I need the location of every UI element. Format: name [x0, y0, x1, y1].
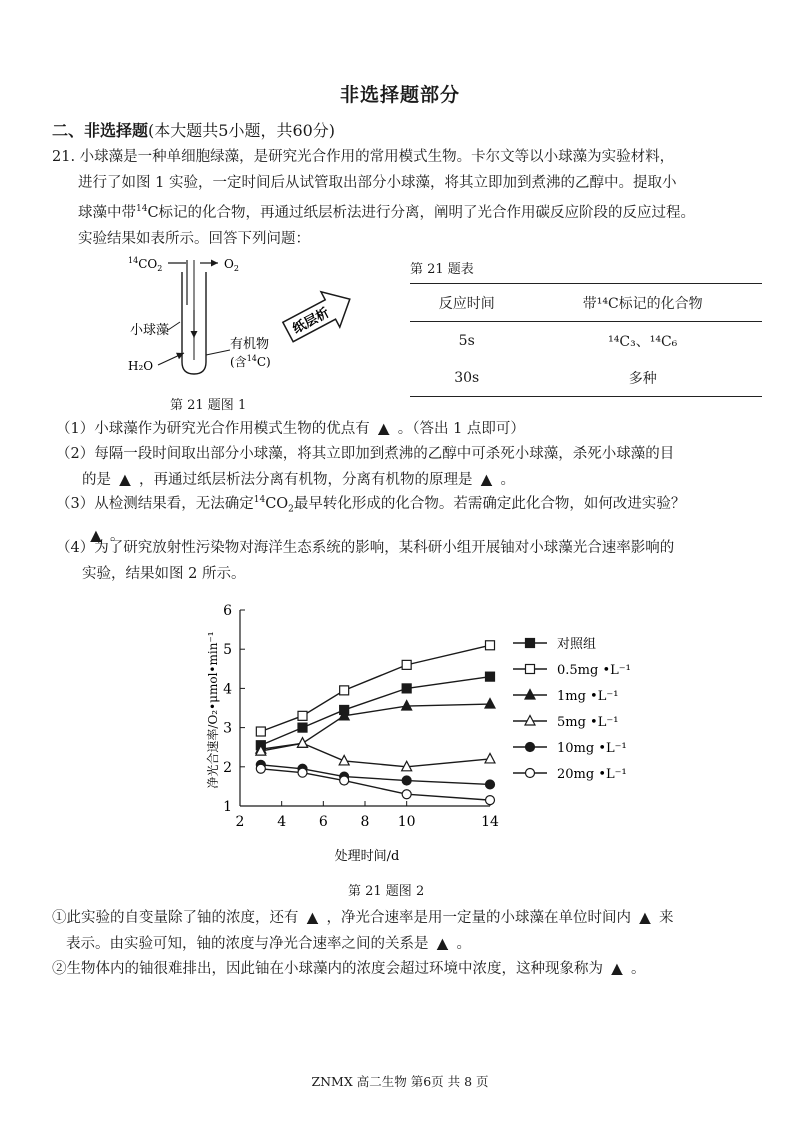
q3-co: CO	[265, 495, 289, 512]
algae-pointer	[168, 322, 180, 330]
result-table	[410, 258, 762, 397]
table-row	[410, 359, 762, 397]
table-header: 带¹⁴C标记的化合物	[582, 295, 703, 312]
q4-text-b: 实验，结果如图 2 所示。	[82, 566, 246, 582]
q3-text: （3）从检测结果看，无法确定	[56, 495, 254, 512]
question-21-intro	[52, 144, 762, 252]
x-axis-label: 处理时间/d	[334, 849, 400, 864]
q21-intro-line3	[52, 196, 762, 226]
q21-intro-line1: 小球藻是一种单细胞绿藻，是研究光合作用的常用模式生物。卡尔文等以小球藻为实验材料，	[79, 149, 675, 165]
data-point	[298, 738, 308, 748]
data-point	[340, 686, 349, 695]
x-tick-label: 14	[481, 814, 499, 830]
o2-label: $O_2$	[224, 257, 239, 273]
q21-intro-line3-b: C标记的化合物，再通过纸层析法进行分离，阐明了光合作用碳反应阶段的反应过程。	[147, 204, 696, 221]
q2-text-b: 的是	[82, 472, 111, 488]
data-point	[256, 764, 265, 773]
q3-sub: 2	[288, 504, 294, 515]
data-point	[525, 690, 535, 700]
data-point	[486, 796, 495, 805]
data-point	[402, 790, 411, 799]
question-1	[56, 416, 766, 442]
y-axis-label: 净光合速率/O₂•μmol•min⁻¹	[206, 631, 220, 789]
answer-blank[interactable]: ▲	[611, 960, 623, 977]
data-point	[486, 672, 495, 681]
table-row	[410, 322, 762, 360]
data-point	[526, 665, 535, 674]
answer-blank[interactable]: ▲	[306, 909, 319, 926]
q2-text-c: ，再通过纸层析法分离有机物，分离有机物的原理是	[139, 472, 473, 488]
q3-text-d: 。	[110, 527, 125, 544]
data-point	[402, 660, 411, 669]
y-tick-label: 6	[223, 603, 232, 619]
figure-1-diagram	[120, 250, 370, 395]
section-heading	[52, 118, 335, 141]
table-cell: 5s	[458, 332, 475, 349]
s1-text-d: 表示。由实验可知，铀的浓度与净光合速率之间的关系是	[66, 936, 429, 952]
data-point	[486, 641, 495, 650]
organic-pointer	[206, 350, 230, 355]
table-header-row	[410, 284, 762, 322]
page-footer: ZNMX 高二生物 第6页 共 8 页	[311, 1074, 489, 1089]
organic-sublabel: (含$^{14}$C)	[230, 354, 271, 369]
series-line	[261, 743, 490, 767]
legend-label: 20mg •L⁻¹	[557, 767, 627, 782]
q3-text-c: 最早转化形成的化合物。若需确定此化合物，如何改进实验？	[293, 495, 686, 512]
figure-1-caption: 第 21 题图 1	[170, 398, 247, 413]
x-tick-label: 4	[277, 814, 287, 830]
q3-sup: 14	[253, 495, 266, 505]
answer-blank[interactable]: ▲	[480, 471, 493, 488]
x-tick-label: 8	[360, 814, 370, 830]
chart-legend	[513, 636, 631, 782]
legend-label: 0.5mg •L⁻¹	[557, 663, 631, 678]
data-point	[402, 684, 411, 693]
h2o-label: H₂O	[128, 359, 154, 373]
chart-axes	[223, 603, 499, 830]
x-tick-label: 6	[318, 814, 328, 830]
table-cell: ¹⁴C₃、¹⁴C₆	[608, 333, 678, 350]
series-line	[261, 704, 490, 749]
data-point	[256, 727, 265, 736]
s1-text-c: 来	[659, 910, 674, 926]
data-point	[298, 768, 307, 777]
data-point	[485, 753, 495, 763]
y-tick-label: 5	[223, 642, 232, 659]
data-point	[298, 711, 307, 720]
question-4	[56, 535, 766, 587]
chromatography-arrow	[279, 281, 360, 349]
s1-text-e: 。	[456, 936, 471, 952]
q4-text: （4）为了研究放射性污染物对海洋生态系统的影响，某科研小组开展铀对小球藻光合速率影响的	[56, 540, 675, 556]
legend-label: 对照组	[557, 637, 597, 652]
q21-intro-line4: 实验结果如表所示。回答下列问题：	[78, 230, 310, 247]
data-point	[402, 776, 411, 785]
q21-number: 21.	[52, 149, 76, 165]
data-point	[525, 716, 535, 726]
answer-blank[interactable]: ▲	[90, 526, 102, 544]
q1-text-end: 。（答出 1 点即可）	[397, 421, 525, 437]
y-tick-label: 4	[223, 681, 232, 698]
q2-text-d: 。	[500, 472, 515, 488]
answer-blank[interactable]: ▲	[119, 471, 131, 488]
x-tick-label: 2	[235, 814, 245, 830]
table-header: 反应时间	[438, 295, 495, 312]
data-point	[485, 699, 495, 709]
q21-intro-line2: 进行了如图 1 实验，一定时间后从试管取出部分小球藻，将其立即加到煮沸的乙醇中。提取小	[78, 175, 677, 191]
answer-blank[interactable]: ▲	[639, 909, 651, 926]
q2-text: （2）每隔一段时间取出部分小球藻，将其立即加到煮沸的乙醇中可杀死小球藻，杀死小球藻的目	[56, 446, 675, 462]
s1-text-b: ，净光合速率是用一定量的小球藻在单位时间内	[326, 910, 631, 926]
q21-intro-line3-a: 球藻中带	[78, 204, 136, 221]
table-cell: 多种	[628, 370, 657, 387]
co2-label: $^{14}CO_2$	[128, 256, 163, 273]
data-point	[340, 776, 349, 785]
figure-2-caption: 第 21 题图 2	[348, 884, 425, 899]
y-tick-label: 1	[223, 799, 232, 815]
sub-question-1	[52, 905, 762, 957]
chromatography-arrow-label: 纸层析	[290, 305, 332, 338]
series-line	[261, 645, 490, 731]
legend-label: 10mg •L⁻¹	[557, 741, 627, 756]
y-tick-label: 3	[223, 720, 232, 737]
data-point	[526, 639, 535, 648]
table-caption: 第 21 题表	[410, 262, 474, 277]
h2o-arrow	[158, 353, 184, 365]
data-point	[526, 743, 535, 752]
data-point	[486, 780, 495, 789]
data-point	[298, 723, 307, 732]
section-title: 二、非选择题	[52, 121, 149, 140]
legend-label: 1mg •L⁻¹	[557, 689, 619, 704]
y-tick-label: 2	[223, 759, 232, 776]
q21-intro-line3-sup: 14	[136, 204, 148, 214]
s2-text-b: 。	[631, 961, 646, 977]
s1-text: ①此实验的自变量除了铀的浓度，还有	[52, 910, 299, 926]
series-line	[261, 765, 490, 785]
section-subtitle: (本大题共5小题，共60分)	[148, 121, 336, 140]
q1-text: （1）小球藻作为研究光合作用模式生物的优点有	[56, 421, 370, 437]
table-cell: 30s	[454, 369, 480, 386]
x-tick-label: 10	[397, 814, 416, 830]
organic-label: 有机物	[230, 337, 270, 352]
algae-label: 小球藻	[130, 323, 170, 338]
answer-blank[interactable]: ▲	[378, 420, 390, 437]
sub-question-2	[52, 956, 762, 982]
figure-2-chart	[195, 598, 665, 868]
chart-plot	[256, 641, 495, 805]
legend-label: 5mg •L⁻¹	[557, 715, 619, 730]
page-title: 非选择题部分	[339, 84, 460, 106]
question-2	[56, 441, 766, 493]
series-line	[261, 769, 490, 800]
answer-blank[interactable]: ▲	[436, 935, 449, 952]
data-point	[526, 769, 535, 778]
s2-text: ②生物体内的铀很难排出，因此铀在小球藻内的浓度会超过环境中浓度，这种现象称为	[52, 961, 603, 977]
